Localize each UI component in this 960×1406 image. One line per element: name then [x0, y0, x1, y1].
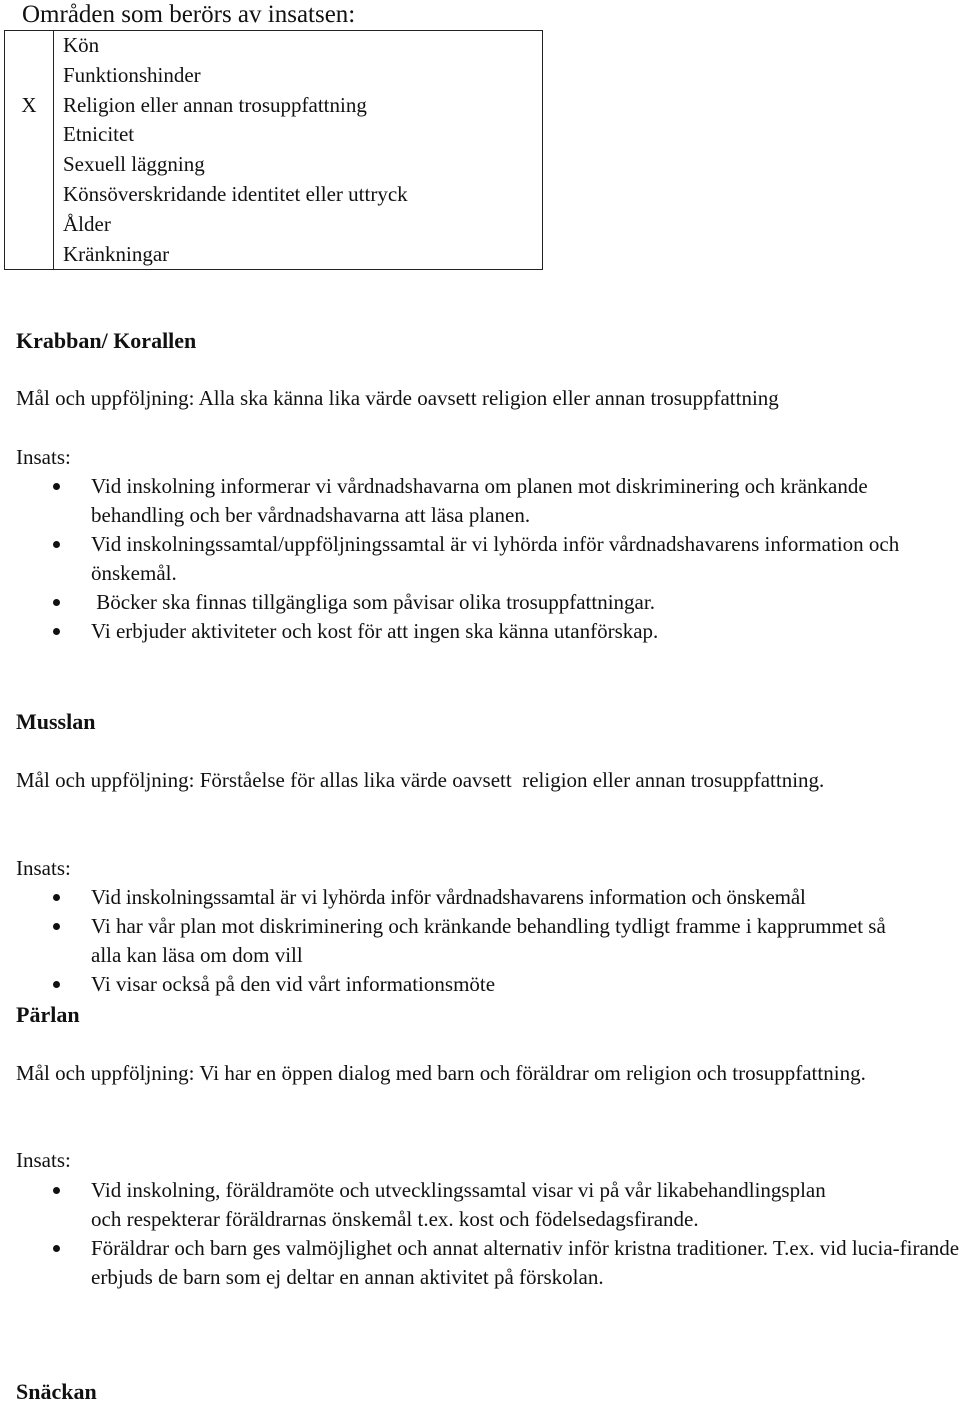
area-mark: X — [21, 92, 37, 117]
bullet-icon — [53, 599, 60, 606]
list-item: Vi har vår plan mot diskriminering och kränkande behandling tydligt framme i kapprummet så alla kan läsa om dom vill — [16, 912, 960, 970]
section-heading-parlan: Pärlan — [16, 1002, 80, 1027]
areas-label-column — [54, 31, 543, 270]
bullet-list-krabban — [16, 472, 916, 646]
area-mark — [5, 150, 53, 180]
areas-mark-column — [5, 31, 54, 270]
section-heading-snackan: Snäckan — [16, 1379, 97, 1404]
section-heading-musslan: Musslan — [16, 709, 96, 734]
section-heading-krabban: Krabban/ Korallen — [16, 328, 197, 353]
list-item: Vi erbjuder aktiviteter och kost för att ingen ska känna utanförskap. — [16, 617, 916, 646]
area-mark — [5, 210, 53, 240]
bullet-icon — [53, 981, 60, 988]
bullet-icon — [53, 923, 60, 930]
bullet-icon — [53, 483, 60, 490]
insats-label-musslan: Insats: — [16, 856, 71, 880]
insats-label-parlan: Insats: — [16, 1148, 71, 1172]
area-label: Ålder — [63, 211, 111, 236]
bullet-icon — [53, 541, 60, 548]
list-item: Vid inskolningssamtal/uppföljningssamtal är vi lyhörda inför vårdnadshavarens information och önskemål. — [16, 530, 916, 588]
bullet-icon — [53, 628, 60, 635]
list-item: Vid inskolning informerar vi vårdnadshavarna om planen mot diskriminering och kränkande behandling och ber vårdnadshavarna att läsa planen. — [16, 472, 916, 530]
section-goal-krabban: Mål och uppföljning: Alla ska känna lika värde oavsett religion eller annan trosuppfattning — [16, 386, 779, 410]
area-mark — [5, 31, 53, 61]
list-item: Vid inskolningssamtal är vi lyhörda inför vårdnadshavarens information och önskemål — [16, 883, 960, 912]
area-mark — [5, 61, 53, 91]
area-mark — [5, 240, 53, 270]
list-item: Böcker ska finnas tillgängliga som påvisar olika trosuppfattningar. — [16, 588, 916, 617]
area-label: Kränkningar — [63, 241, 170, 266]
area-label: Kön — [63, 33, 100, 57]
area-label: Könsöverskridande identitet eller uttryck — [63, 181, 408, 206]
list-item: Vid inskolning, föräldramöte och utvecklingssamtal visar vi på vår likabehandlingsplan och respekterar föräldrarnas önskemål t.ex. kost och födelsedagsfirande. — [16, 1176, 960, 1234]
bullet-icon — [53, 894, 60, 901]
areas-table — [4, 30, 543, 270]
area-label: Funktionshinder — [63, 62, 201, 87]
list-item: Vi visar också på den vid vårt informationsmöte — [16, 970, 960, 999]
insats-label-krabban: Insats: — [16, 445, 71, 469]
page-title: Områden som berörs av insatsen: — [22, 1, 356, 28]
section-goal-parlan: Mål och uppföljning: Vi har en öppen dialog med barn och föräldrar om religion och trosuppfattning. — [16, 1061, 866, 1085]
bullet-icon — [53, 1187, 60, 1194]
list-item: Föräldrar och barn ges valmöjlighet och annat alternativ inför kristna traditioner. T.ex. vid lucia-firande erbjuds de barn som ej deltar en annan aktivitet på förskolan. — [16, 1234, 960, 1292]
section-goal-musslan: Mål och uppföljning: Förståelse för allas lika värde oavsett religion eller annan trosuppfattning. — [16, 768, 825, 792]
area-mark — [5, 180, 53, 210]
bullet-list-musslan — [16, 883, 960, 999]
area-label: Religion eller annan trosuppfattning — [63, 92, 367, 117]
area-label: Etnicitet — [63, 122, 135, 147]
bullet-icon — [53, 1245, 60, 1252]
area-label: Sexuell läggning — [63, 152, 205, 177]
bullet-list-parlan — [16, 1176, 960, 1292]
area-mark — [5, 120, 53, 150]
